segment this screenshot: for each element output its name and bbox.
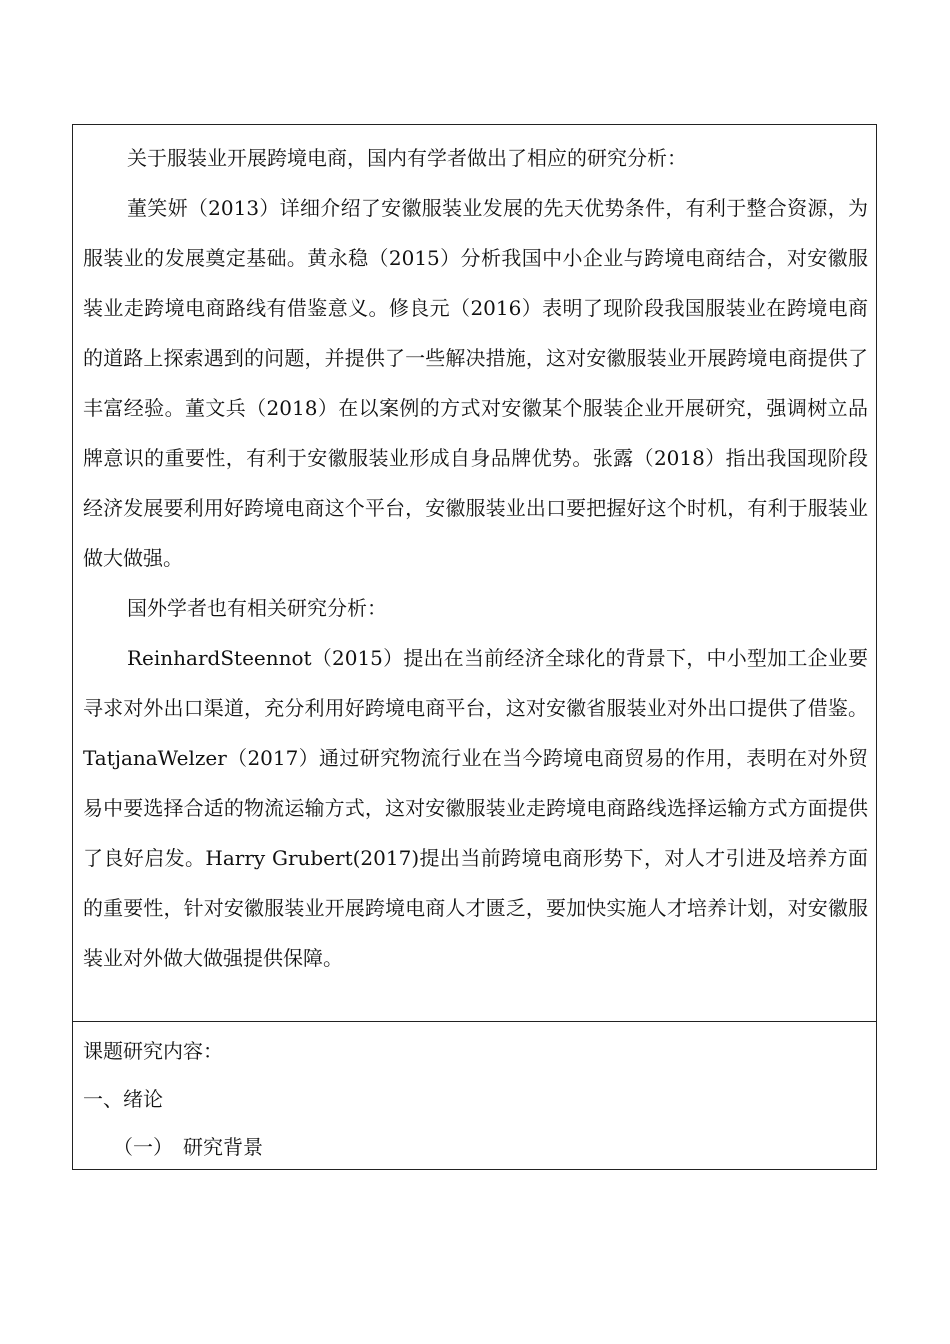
research-content-label: 课题研究内容： (83, 1039, 223, 1063)
chapter-heading: 一、绪论 (83, 1087, 163, 1111)
subsection-title: 研究背景 (183, 1135, 263, 1159)
paragraph-intro-foreign: 国外学者也有相关研究分析： (127, 596, 387, 620)
literature-review-cell (73, 125, 876, 1022)
research-content-cell (73, 1022, 876, 1169)
paragraph-foreign-studies: ReinhardSteennot（2015）提出在当前经济全球化的背景下，中小型加工企业要寻求对外出口渠道，充分利用好跨境电商平台，这对安徽省服装业对外出口提供了借鉴。TatjanaWelzer（2017）通过研究物流行业在当今跨境电商贸易的作用，表明在对外贸易中要选择合适的物流运输方式，这对安徽服装业走跨境电商路线选择运输方式方面提供了良好启发。Harry Grubert(2017)提出当前跨境电商形势下，对人才引进及培养方面的重要性，针对安徽服装业开展跨境电商人才匮乏，要加快实施人才培养计划，对安徽服装业对外做大做强提供保障。 (83, 646, 868, 970)
subsection-number: （一） (113, 1135, 173, 1159)
form-table (72, 124, 877, 1170)
paragraph-intro-domestic: 关于服装业开展跨境电商，国内有学者做出了相应的研究分析： (127, 146, 687, 170)
paragraph-domestic-studies: 董笑妍（2013）详细介绍了安徽服装业发展的先天优势条件，有利于整合资源，为服装业的发展奠定基础。黄永稳（2015）分析我国中小企业与跨境电商结合，对安徽服装业走跨境电商路线有借鉴意义。修良元（2016）表明了现阶段我国服装业在跨境电商的道路上探索遇到的问题，并提供了一些解决措施，这对安徽服装业开展跨境电商提供了丰富经验。董文兵（2018）在以案例的方式对安徽某个服装企业开展研究，强调树立品牌意识的重要性，有利于安徽服装业形成自身品牌优势。张露（2018）指出我国现阶段经济发展要利用好跨境电商这个平台，安徽服装业出口要把握好这个时机，有利于服装业做大做强。 (83, 196, 868, 570)
